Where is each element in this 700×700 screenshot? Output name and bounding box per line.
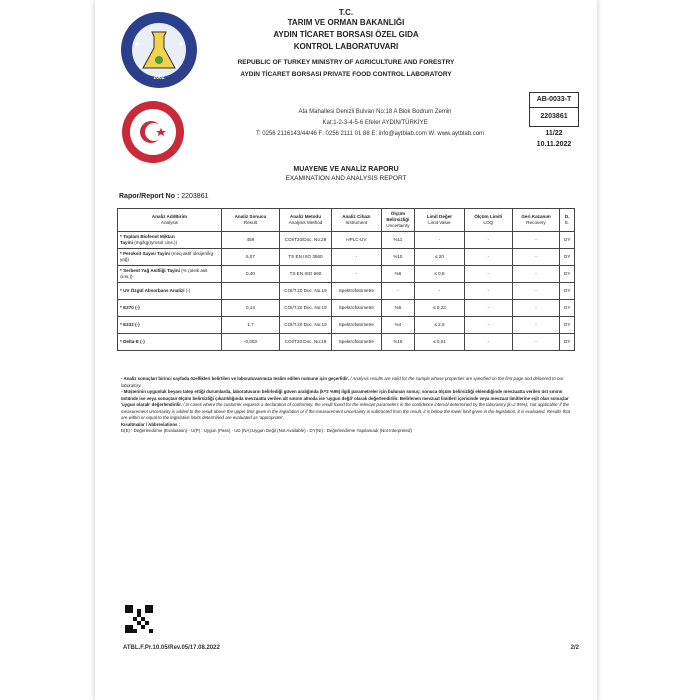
- evaluation-cell: DY: [560, 283, 575, 300]
- evaluation-cell: DY: [560, 249, 575, 266]
- table-row: [118, 317, 575, 334]
- col-result: Analiz Sonucu Result: [221, 209, 279, 232]
- loq-cell: -: [464, 232, 512, 249]
- recovery-cell: -: [512, 334, 560, 351]
- instrument-cell: Spektrofotometre: [331, 300, 381, 317]
- method-cell: TS EN ISO 660: [280, 266, 332, 283]
- evaluation-cell: DY: [560, 266, 575, 283]
- address-line-2: Kat:1-2-3-4-5-6 Efeler AYDIN/TÜRKİYE: [322, 120, 428, 126]
- col-recovery: Geri Kazanım Recovery: [512, 209, 560, 232]
- loq-cell: -: [464, 266, 512, 283]
- loq-cell: -: [464, 300, 512, 317]
- uncertainty-cell: %10: [381, 249, 414, 266]
- logo-year: 2002: [153, 75, 165, 81]
- col-uncertainty: Ölçüm Belirsizliği Uncertainty: [381, 209, 414, 232]
- result-cell: 459: [221, 232, 279, 249]
- col-loq: Ölçüm Limiti LOQ: [464, 209, 512, 232]
- report-subtitle: EXAMINATION AND ANALYSIS REPORT: [285, 175, 407, 182]
- report-page: [95, 0, 597, 700]
- table-row: [118, 266, 575, 283]
- analysis-name-cell: * UV Özgül Absorbans Analizi (-): [118, 283, 222, 300]
- col-limit: Limit Değer Limit Value: [415, 209, 465, 232]
- loq-cell: -: [464, 334, 512, 351]
- limit-cell: ≤ 0,01: [415, 334, 465, 351]
- uncertainty-cell: %16: [381, 334, 414, 351]
- limit-cell: ≤ 0,8: [415, 266, 465, 283]
- table-row: [118, 300, 575, 317]
- header-lab-en: AYDIN TİCARET BORSASI PRIVATE FOOD CONTROL LABORATORY: [240, 71, 452, 78]
- analysis-name-cell: * Peroksit Sayısı Tayini (meq aktif oksijen/kg yağ): [118, 249, 222, 266]
- limit-cell: ≤ 2,5: [415, 317, 465, 334]
- report-number-line: [119, 193, 209, 200]
- limit-cell: ≤ 0,22: [415, 300, 465, 317]
- header-ministry-en: REPUBLIC OF TURKEY MINISTRY OF AGRICULTURE AND FORESTRY: [237, 59, 455, 66]
- qr-code: [125, 605, 153, 633]
- uncertainty-cell: %4: [381, 317, 414, 334]
- analysis-name-cell: * Delta-E (-): [118, 334, 222, 351]
- loq-cell: -: [464, 283, 512, 300]
- result-cell: -0,003: [221, 334, 279, 351]
- result-cell: [221, 283, 279, 300]
- evaluation-cell: DY: [560, 300, 575, 317]
- header-tc: T.C.: [338, 8, 354, 17]
- recovery-cell: -: [512, 249, 560, 266]
- uncertainty-cell: -: [381, 283, 414, 300]
- instrument-cell: -: [331, 266, 381, 283]
- col-instrument: Analiz Cihazı Instrument: [331, 209, 381, 232]
- note-conformity: - Müşterinin uygunluk beyanı talep ettiği durumlarda, laboratuvarın belirlediği güven aralığında (k=2 %95) ilgili parametreler için bulunan sonuç; sonuca ölçüm belirsizliği eklendiğinde mevzuatta verilen üst sınırın üstünde ise veya sonuçtan ölçüm belirsizliği çıkarıldığında mevzuatta verilen alt sınırın altında ise 'uygun değil' olarak değerlendirilir. Belirlenen mevzuat limitleri içerisinde veya mevzuat limitlerine eşit olan sonuçlar 'uygun olarak' değerlendirilir. / In cases where the customer requests a declaration of conformity, the result found for the relevant parameters in the confidence interval determined by the laboratory (k=2 95%); 'not applicable' if the measurement uncertainty is added to the result above the upper limit given in the legislation or if the measurement uncertainty is subtracted from the result, it is below the lower limit given in the legislation, it is evaluated. Results that are within or equal to the legislative limits determined are evaluated as 'appropriate'.: [121, 389, 571, 420]
- analysis-name-cell: * E232 (-): [118, 317, 222, 334]
- header-lab-name: AYDIN TİCARET BORSASI ÖZEL GIDA: [273, 30, 419, 39]
- table-row: [118, 232, 575, 249]
- col-analysis: Analiz Adı/Birim Analysis: [118, 209, 222, 232]
- accreditation-report-no: 2203861: [540, 113, 568, 120]
- limit-cell: -: [415, 283, 465, 300]
- recovery-cell: -: [512, 266, 560, 283]
- method-cell: COI/T.20 Doc. No:19: [280, 317, 332, 334]
- form-code: ATBL.F.Pr.10.05/Rev.05/17.08.2022: [123, 645, 220, 651]
- method-cell: COI/T.20 Doc. No:19: [280, 300, 332, 317]
- accreditation-box: [529, 92, 579, 127]
- method-cell: TS EN ISO 3960: [280, 249, 332, 266]
- table-row: [118, 334, 575, 351]
- analysis-name-cell: * Serbest Yağ Asitliği Tayini (% (oleik asit cins.)): [118, 266, 222, 283]
- method-cell: COI/T.20 Doc. No.19: [280, 283, 332, 300]
- method-cell: COI/T20/Doc. No:29: [280, 232, 332, 249]
- accreditation-page-ref: 11/22: [545, 130, 563, 137]
- instrument-cell: HPLC-UV: [331, 232, 381, 249]
- table-row: [118, 283, 575, 300]
- abbreviations-label: Kısaltmalar / Abbreviations :: [121, 421, 181, 427]
- evaluation-cell: DY: [560, 317, 575, 334]
- table-header-row: [118, 209, 575, 232]
- loq-cell: -: [464, 317, 512, 334]
- instrument-cell: Spektrofotometre: [331, 317, 381, 334]
- limit-cell: -: [415, 232, 465, 249]
- result-cell: 0,40: [221, 266, 279, 283]
- page-number: 2/2: [570, 645, 579, 651]
- header-ministry: TARIM VE ORMAN BAKANLIĞI: [287, 18, 405, 27]
- result-cell: 1,7: [221, 317, 279, 334]
- recovery-cell: -: [512, 232, 560, 249]
- result-cell: 0,14: [221, 300, 279, 317]
- instrument-cell: Spektrofotometre: [331, 334, 381, 351]
- recovery-cell: -: [512, 283, 560, 300]
- method-cell: COI/T20.Doc. No:19: [280, 334, 332, 351]
- loq-cell: -: [464, 249, 512, 266]
- report-title: MUAYENE VE ANALİZ RAPORU: [293, 166, 399, 173]
- notes-section: [121, 376, 571, 435]
- recovery-cell: -: [512, 300, 560, 317]
- evaluation-cell: DY: [560, 334, 575, 351]
- address-line-1: Ata Mahallesi Denizli Bulvarı No:18 A Blok Bodrum Zemin: [298, 109, 452, 115]
- abbreviations-text: D(E) : Değerlendirme (Evaluation) - U(P) : Uygun (Pass) - UD (NA):Uygun Değil (Not Available) - DY(NI) : Değerlendirme Yapılamadı (Not Interpreted): [121, 428, 412, 433]
- col-evaluation: D. E.: [560, 209, 575, 232]
- results-table: [117, 208, 575, 351]
- instrument-cell: -: [331, 249, 381, 266]
- header-lab-name-2: KONTROL LABORATUVARI: [293, 42, 399, 51]
- recovery-cell: -: [512, 317, 560, 334]
- instrument-cell: Spektrofotometre: [331, 283, 381, 300]
- report-number-label: Rapor/Report No :: [119, 193, 180, 200]
- accreditation-code: AB-0033-T: [530, 93, 578, 108]
- table-row: [118, 249, 575, 266]
- analysis-name-cell: * Toplam Biofenol Miktarı Tayini (mg/kg(tyrosol cins.)): [118, 232, 222, 249]
- contact-line: T: 0256 2116143/44/46 F: 0256 2111 01 88 E: info@aytblab.com W: www.aytblab.com: [255, 131, 485, 137]
- uncertainty-cell: %11: [381, 232, 414, 249]
- report-number-value: 2203861: [181, 193, 209, 200]
- uncertainty-cell: %6: [381, 266, 414, 283]
- col-method: Analiz Metodu Analysis Method: [280, 209, 332, 232]
- limit-cell: ≤ 20: [415, 249, 465, 266]
- evaluation-cell: DY: [560, 232, 575, 249]
- uncertainty-cell: %6: [381, 300, 414, 317]
- analysis-name-cell: * E270 (-): [118, 300, 222, 317]
- report-date: 10.11.2022: [536, 141, 572, 148]
- turkak-seal: [121, 100, 185, 164]
- note-validity: - Analiz sonuçları birinci sayfada özellikleri belirtilen ve laboratuvarımıza teslim edilen numune için geçerlidir. / Analysis results are valid for the sample whose properties are specified on the first page and delivered to our laboratory.: [121, 376, 564, 388]
- result-cell: 5,07: [221, 249, 279, 266]
